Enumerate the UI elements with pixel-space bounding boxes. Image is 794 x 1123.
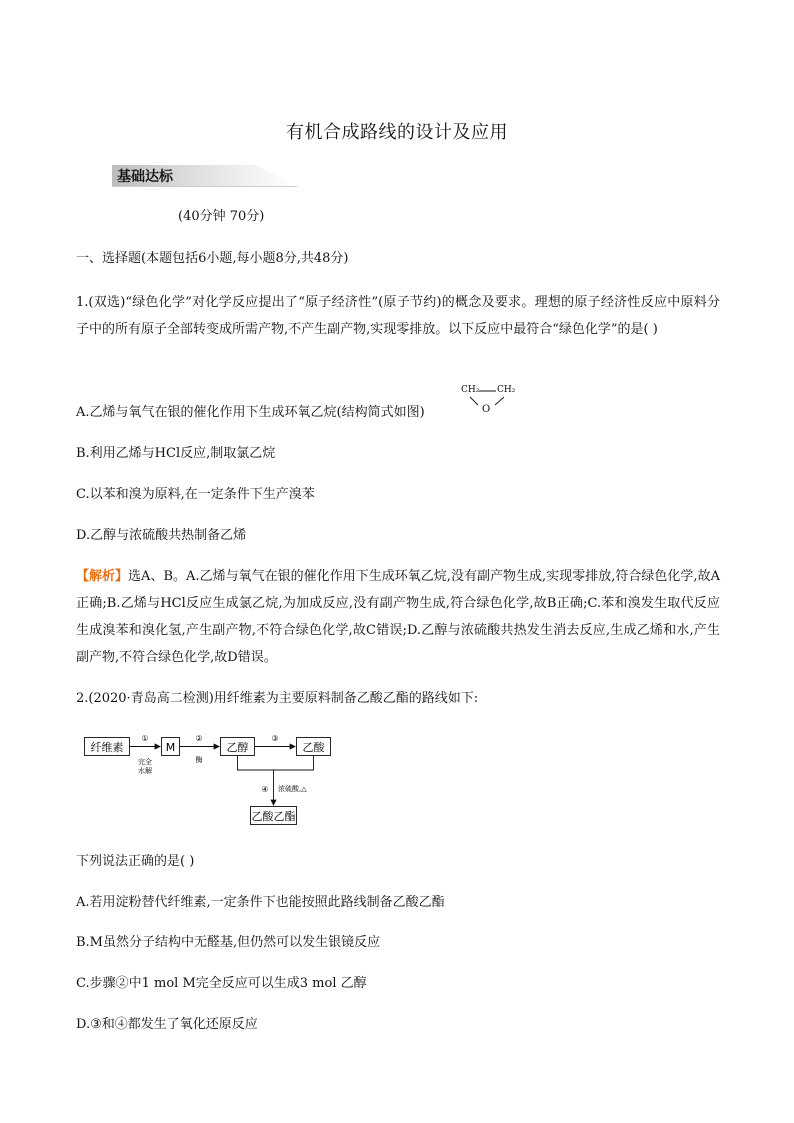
- label-ester: 乙酸乙酯: [251, 810, 296, 823]
- label-acetic-acid: 乙酸: [302, 741, 325, 754]
- q2-option-d: D.③和④都发生了氧化还原反应: [76, 1017, 258, 1032]
- epoxide-structure: [458, 385, 522, 419]
- step4-condition: 浓硫酸,△: [278, 785, 307, 793]
- step1-number: ①: [141, 734, 149, 743]
- q2-option-c: C.步骤②中1 mol M完全反应可以生成3 mol 乙醇: [76, 976, 367, 991]
- q2-stem: 2.(2020·青岛高二检测)用纤维素为主要原料制备乙酸乙酯的路线如下:: [76, 691, 479, 706]
- structure-oxygen: O: [482, 404, 491, 415]
- label-m: M: [165, 741, 176, 754]
- q1-option-c: C.以苯和溴为原料,在一定条件下生产溴苯: [76, 487, 315, 502]
- step2-number: ②: [195, 734, 203, 743]
- q1-option-d: D.乙醇与浓硫酸共热制备乙烯: [76, 528, 247, 543]
- structure-left-ch2: CH₂: [461, 385, 480, 395]
- section-badge: 基础达标: [117, 169, 173, 185]
- q1-option-b: B.利用乙烯与HCl反应,制取氯乙烷: [76, 446, 276, 461]
- synthesis-flow-diagram: [84, 729, 344, 829]
- structure-right-ch2: CH₂: [497, 385, 516, 395]
- step4-number: ④: [261, 785, 269, 794]
- q1-option-a: A.乙烯与氧气在银的催化作用下生成环氧乙烷(结构简式如图): [76, 405, 425, 420]
- step1-condition-1: 完全: [138, 758, 152, 766]
- step3-number: ③: [271, 734, 279, 743]
- analysis-label: 【解析】: [76, 569, 129, 584]
- step2-condition: 酶: [195, 756, 203, 764]
- analysis-text: 选A、B。A.乙烯与氧气在银的催化作用下生成环氧乙烷,没有副产物生成,实现零排放,符合绿色化学,故A正确;B.乙烯与HCl反应生成氯乙烷,为加成反应,没有副产物生成,符合绿色化学,故B正确;C.苯和溴发生取代反应生成溴苯和溴化氢,产生副产物,不符合绿色化学,故C错误;D.乙醇与浓硫酸共热发生消去反应,生成乙烯和水,产生副产物,不符合绿色化学,故D错误。: [76, 569, 720, 665]
- connector-ethanol-acid: [238, 756, 314, 770]
- section-badge-underline: [112, 186, 297, 187]
- q2-question: 下列说法正确的是( ): [76, 854, 195, 869]
- time-score: (40分钟 70分): [178, 209, 265, 224]
- bond-c-o-right: [495, 397, 504, 405]
- q2-option-b: B.M虽然分子结构中无醛基,但仍然可以发生银镜反应: [76, 935, 381, 950]
- label-cellulose: 纤维素: [90, 741, 124, 754]
- q2-option-a: A.若用淀粉替代纤维素,一定条件下也能按照此路线制备乙酸乙酯: [76, 895, 445, 910]
- bond-c-o-left: [470, 397, 478, 405]
- q1-analysis: [76, 563, 720, 671]
- step1-condition-2: 水解: [138, 767, 152, 775]
- label-ethanol: 乙醇: [226, 741, 249, 754]
- page-title: 有机合成路线的设计及应用: [286, 122, 508, 143]
- part1-header: 一、选择题(本题包括6小题,每小题8分,共48分): [76, 251, 349, 266]
- q1-stem: 1.(双选)“绿色化学”对化学反应提出了“原子经济性”(原子节约)的概念及要求。理想的原子经济性反应中原料分子中的所有原子全部转变成所需产物,不产生副产物,实现零排放。以下反应中最符合“绿色化学”的是( ): [76, 295, 720, 337]
